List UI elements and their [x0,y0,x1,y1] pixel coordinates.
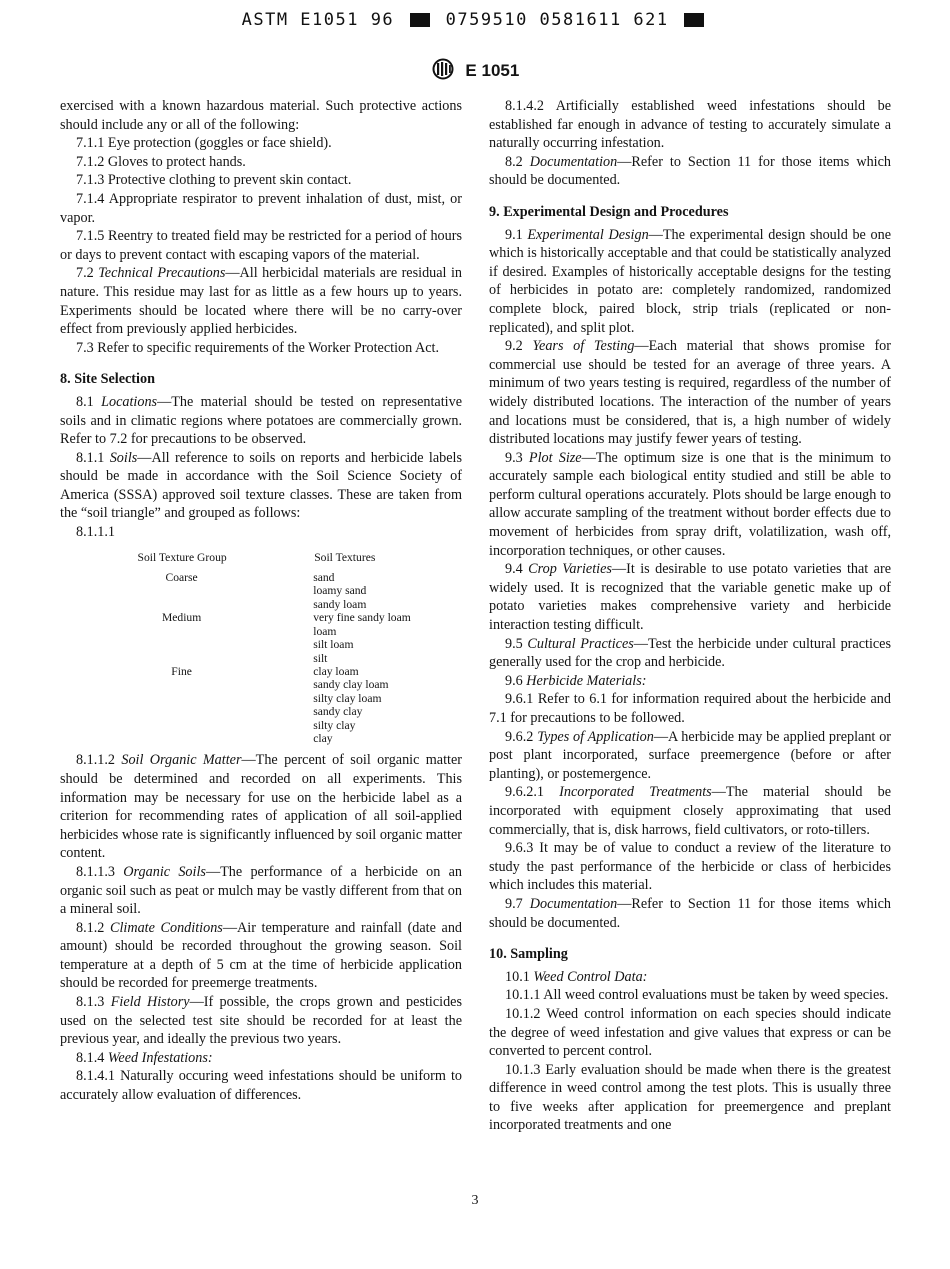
section-10-1: 10.1 Weed Control Data: [505,968,648,985]
section-9-6-1: 9.6.1 Refer to 6.1 for information required about the herbicide and 7.1 for precautions to be followed. [489,691,891,726]
redaction-block [684,13,704,27]
table-header: Soil Textures [314,550,376,564]
paragraph: exercised with a known hazardous material. Such protective actions should include any or all of the following: [60,98,462,133]
section-7-2: 7.2 Technical Precautions—All herbicidal materials are residual in nature. This residue may last for as little as a few hours up to years. Experiments should be located where there will be no carry-over effect from previously applied herbicides. [60,265,462,338]
section-9-1: 9.1 Experimental Design—The experimental design should be one which is historically acceptable and that could be statistically analyzed if desired. Examples of historically acceptable designs for the testing of herbicides in potato are: completely randomized, randomized complete block, paired block, strip trials (replicated or non-replicated), and split plot. [489,226,891,336]
section-8-1-1-3: 8.1.1.3 Organic Soils—The performance of a herbicide on an organic soil such as peat or mulch may be vastly different from that on a mineral soil. [60,863,462,918]
section-9-6-2-1: 9.6.2.1 Incorporated Treatments—The material should be incorporated with equipment closely approximating that used commercially, that is, disk harrows, field cultivators, or roto-tillers. [489,784,891,838]
right-column [489,97,891,1135]
header-codes: 0759510 0581611 621 [445,10,669,30]
table-row: Coarse sand loamy sand sandy loam [165,571,367,611]
standard-designation [0,58,950,81]
section-8-1-4-2: 8.1.4.2 Artificially established weed infestations should be established far enough in advance of testing to accurately simulate a naturally occurring infestation. [489,98,891,152]
list-item: 7.1.3 Protective clothing to prevent skin contact. [76,172,352,189]
section-8-1-1: 8.1.1 Soils—All reference to soils on reports and herbicide labels should be made in accordance with the Soil Science Society of America (SSSA) approved soil texture classes. These are taken from the “soil triangle” and grouped as follows: [60,449,462,522]
designation-text: E 1051 [465,61,520,80]
redaction-block [410,13,430,27]
section-9-3: 9.3 Plot Size—The optimum size is one that is the minimum to accurately sample each biological entity studied and still be able to perform cultural operations accurately. Plots should be large enough to allow accurate sampling of the treatment without border effects due to movement of herbicides from spray drift, volatilization, wash off, incorporation techniques, or other causes. [489,449,892,559]
page-number: 3 [471,1193,479,1208]
section-9-heading: 9. Experimental Design and Procedures [489,203,729,220]
astm-logo-icon [431,58,455,80]
section-10-1-3: 10.1.3 Early evaluation should be made when there is the greatest difference in weed control among the test plots. This is usually three to five weeks after application for preemergence and preplant incorporated treatments and one [489,1061,891,1134]
section-8-2: 8.2 Documentation—Refer to Section 11 for those items which should be documented. [489,153,891,189]
list-item: 7.1.1 Eye protection (goggles or face shield). [76,135,332,152]
left-column [60,97,462,1105]
list-item: 7.1.5 Reentry to treated field may be restricted for a period of hours or days to prevent contact with escaping vapors of the material. [60,228,462,263]
section-8-1-4: 8.1.4 Weed Infestations: [76,1049,213,1066]
document-header [0,10,950,30]
section-10-1-1: 10.1.1 All weed control evaluations must be taken by weed species. [505,987,889,1004]
section-8-1-2: 8.1.2 Climate Conditions—Air temperature and rainfall (date and amount) should be recorded throughout the growing season. Soil temperature at a depth of 5 cm at the time of herbicide application should be recorded for preemerge treatments. [60,919,463,992]
list-item: 7.1.4 Appropriate respirator to prevent inhalation of dust, mist, or vapor. [60,190,462,226]
section-9-2: 9.2 Years of Testing—Each material that shows promise for commercial use should be tested for an average of three years. A minimum of two years testing is required, regardless of the number of widely distributed locations. The interaction of the number of years and locations must be considered, that is, a high number of widely distributed locations may justify fewer years of testing. [489,338,891,448]
section-9-6-3: 9.6.3 It may be of value to conduct a review of the literature to study the past performance of the herbicide or class of herbicides which includes this material. [489,840,891,894]
section-7-3: 7.3 Refer to specific requirements of the Worker Protection Act. [76,339,440,356]
soil-texture-table [90,550,462,746]
table-header: Soil Texture Group [137,550,227,564]
section-10-1-2: 10.1.2 Weed control information on each species should indicate the degree of weed infestation and give values that express or can be converted to percent control. [489,1005,891,1060]
section-8-1-4-1: 8.1.4.1 Naturally occuring weed infestations should be uniform to accurately allow evaluation of differences. [60,1068,462,1104]
list-item: 7.1.2 Gloves to protect hands. [76,153,246,170]
section-9-6: 9.6 Herbicide Materials: [505,672,647,689]
section-8-heading: 8. Site Selection [60,371,155,388]
section-8-1-1-1: 8.1.1.1 [76,524,116,541]
section-10-heading: 10. Sampling [489,946,568,963]
section-8-1-1-2: 8.1.1.2 Soil Organic Matter—The percent of soil organic matter should be determined and recorded on all experiments. This information may be necessary for use on the herbicide label as a criterion for recommending rates of application of all soil-applied herbicides whose rate is significantly influenced by soil organic matter content. [60,752,462,862]
header-designation: ASTM E1051 96 [241,10,395,30]
section-9-7: 9.7 Documentation—Refer to Section 11 for those items which should be documented. [489,895,891,931]
section-9-6-2: 9.6.2 Types of Application—A herbicide may be applied preplant or post plant incorporated, surface preemergence (before or after planting), or postemergence. [489,728,892,782]
section-9-4: 9.4 Crop Varieties—It is desirable to use potato varieties that are widely used. It is recognized that the variable genetic make up of potato varieties makes comprehensive variety and herbicide interaction testing difficult. [489,561,891,634]
section-8-1-3: 8.1.3 Field History—If possible, the crops grown and pesticides used on the selected test site should be recorded for at least the previous year, and ideally the previous two years. [60,994,462,1048]
table-row: Fine clay loam sandy clay loam silty clay loam sandy clay silty clay clay [171,664,389,745]
section-9-5: 9.5 Cultural Practices—Test the herbicide under cultural practices generally used for the crop and herbicide. [489,635,891,671]
section-8-1: 8.1 Locations—The material should be tested on representative soils and in climatic regions where potatoes are commercially grown. Refer to 7.2 for precautions to be observed. [60,393,462,448]
table-row: Medium very fine sandy loam loam silt loam silt [161,611,411,665]
